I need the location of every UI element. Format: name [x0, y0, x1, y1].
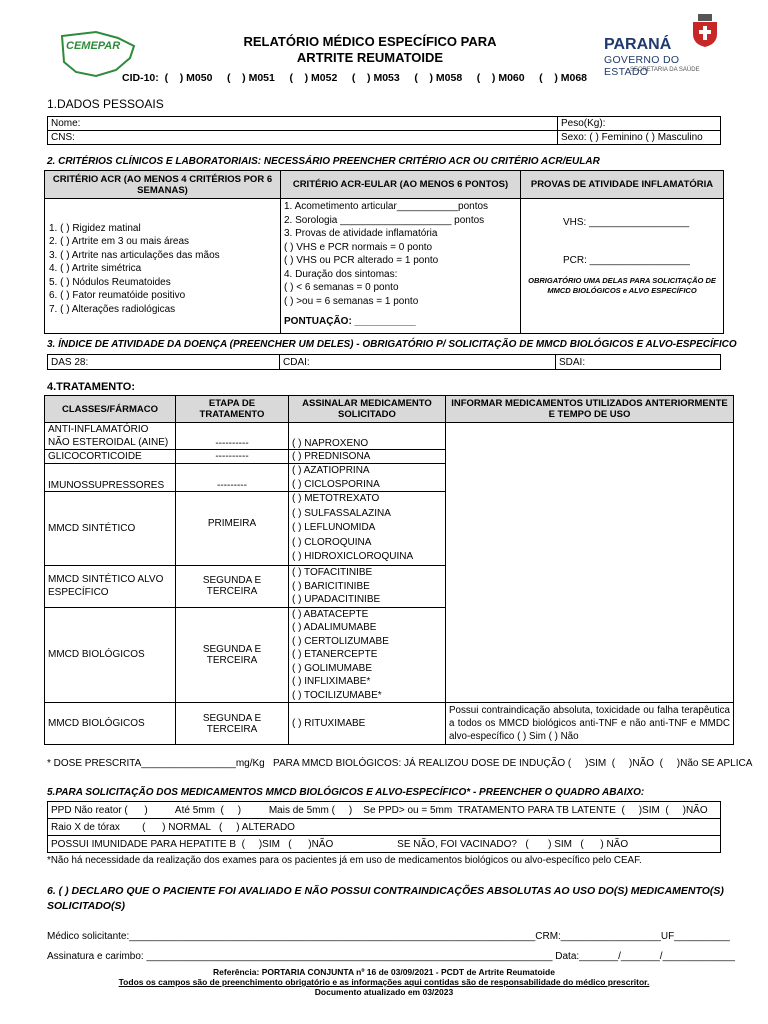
section5-note: *Não há necessidade da realização dos exames para os pacientes já em uso de medicamentos biológicos ou alvo-específico pelo CEAF. — [47, 855, 642, 866]
acr-header: CRITÉRIO ACR (AO MENOS 4 CRITÉRIOS POR 6 SEMANAS) — [45, 171, 281, 199]
table-row-etapa: ---------- — [176, 450, 289, 464]
table-row-etapa: SEGUNDA E TERCEIRA — [176, 566, 289, 608]
med-checkbox[interactable]: ( ) LEFLUNOMIDA — [292, 522, 376, 534]
previous-meds-field[interactable] — [446, 423, 734, 703]
eular-item[interactable]: ( ) VHS ou PCR alterado = 1 ponto — [284, 255, 439, 266]
table-row-classe: ANTI-INFLAMATÓRIO NÃO ESTEROIDAL (AINE) — [45, 423, 176, 450]
med-checkbox[interactable]: ( ) PREDNISONA — [292, 451, 371, 462]
table-row-classe: GLICOCORTICOIDE — [45, 450, 176, 464]
med-checkbox[interactable]: ( ) BARICITINIBE — [292, 580, 370, 592]
medico-solicitante-field[interactable]: Médico solicitante:_________________________________________________________________________CRM:__________________UF__________ — [47, 931, 730, 942]
med-checkbox[interactable]: ( ) GOLIMUMABE — [292, 662, 373, 674]
section1-heading: 1.DADOS PESSOAIS — [47, 97, 164, 111]
med-checkbox[interactable]: ( ) ADALIMUMABE — [292, 622, 377, 633]
section3-heading: 3. ÍNDICE DE ATIVIDADE DA DOENÇA (PREENCHER UM DELES) - OBRIGATÓRIO P/ SOLICITAÇÃO DE MMCD BIOLÓGICOS E ALVO-ESPECÍFICO — [47, 339, 737, 350]
dose-line[interactable]: * DOSE PRESCRITA_________________mg/Kg PARA MMCD BIOLÓGICOS: JÁ REALIZOU DOSE DE INDUÇÃO ( )SIM ( )NÃO ( )Não SE APLICA — [47, 758, 753, 769]
treatment-table — [44, 395, 734, 745]
acr-item[interactable]: 2. ( ) Artrite em 3 ou mais áreas — [49, 236, 190, 248]
eular-item[interactable]: 2. Sorologia ____________________ pontos — [284, 214, 485, 226]
cns-field[interactable]: CNS: — [48, 131, 558, 145]
med-checkbox[interactable]: ( ) INFLIXIMABE* — [292, 676, 371, 687]
sdai-field[interactable]: SDAI: — [556, 355, 721, 370]
disease-activity-table — [47, 354, 721, 370]
table-row-classe: MMCD BIOLÓGICOS — [45, 607, 176, 703]
parana-logo-name: PARANÁ — [604, 36, 672, 53]
coat-of-arms-icon — [690, 14, 720, 48]
med-checkbox[interactable]: ( ) ABATACEPTE — [292, 608, 369, 620]
table-row-etapa: PRIMEIRA — [176, 492, 289, 566]
med-checkbox[interactable]: ( ) UPADACITINIBE — [292, 594, 381, 605]
eular-item[interactable]: ( ) < 6 semanas = 0 ponto — [284, 282, 399, 293]
criteria-table — [44, 170, 724, 334]
page-title — [170, 34, 570, 66]
table-row-etapa: SEGUNDA E TERCEIRA — [176, 607, 289, 703]
eular-item[interactable]: 1. Acometimento articular___________pontos — [284, 201, 489, 212]
table-row-etapa: --------- — [176, 464, 289, 492]
eular-item: 4. Duração dos sintomas: — [284, 268, 398, 280]
med-checkbox[interactable]: ( ) RITUXIMABE — [292, 718, 366, 729]
personal-data-table — [47, 116, 721, 145]
col-header-informar: INFORMAR MEDICAMENTOS UTILIZADOS ANTERIORMENTE E TEMPO DE USO — [446, 396, 734, 423]
footer-reference: Referência: PORTARIA CONJUNTA nº 16 de 03/09/2021 - PCDT de Artrite Reumatoide — [213, 967, 555, 977]
med-checkbox[interactable]: ( ) CLOROQUINA — [292, 536, 372, 548]
pcr-field[interactable]: PCR: __________________ — [563, 255, 690, 266]
title-line2: ARTRITE REUMATOIDE — [296, 50, 444, 65]
med-checkbox[interactable]: ( ) AZATIOPRINA — [292, 465, 370, 476]
eular-item[interactable]: ( ) VHS e PCR normais = 0 ponto — [284, 241, 433, 253]
das28-field[interactable]: DAS 28: — [48, 355, 280, 370]
table-row-classe: MMCD SINTÉTICO ALVO ESPECÍFICO — [45, 566, 176, 608]
title-line1: RELATÓRIO MÉDICO ESPECÍFICO PARA — [243, 34, 497, 49]
declaro-line1[interactable]: 6. ( ) DECLARO QUE O PACIENTE FOI AVALIADO E NÃO POSSUI CONTRAINDICAÇÕES ABSOLUTAS AO USO DO(S) MEDICAMENTO(S) — [47, 885, 724, 897]
ppd-row[interactable]: PPD Não reator ( ) Até 5mm ( ) Mais de 5mm ( ) Se PPD> ou = 5mm TRATAMENTO PARA TB LATENTE ( )SIM ( )NÃO — [48, 802, 721, 819]
eular-item[interactable]: ( ) >ou = 6 semanas = 1 ponto — [284, 295, 419, 307]
vhs-field[interactable]: VHS: __________________ — [563, 217, 690, 228]
table-row-etapa: SEGUNDA E TERCEIRA — [176, 703, 289, 745]
peso-field[interactable]: Peso(Kg): — [558, 117, 721, 131]
parana-logo-sub: GOVERNO DO ESTADO — [604, 54, 680, 78]
cemepar-logo-text: CEMEPAR — [66, 40, 121, 52]
cdai-field[interactable]: CDAI: — [280, 355, 556, 370]
rituximab-note[interactable]: Possui contraindicação absoluta, toxicidade ou falha terapêutica a todos os MMCD biológicos anti-TNF e não anti-TNF e MMDC alvo-específico ( ) Sim ( ) Não — [446, 703, 734, 745]
med-checkbox[interactable]: ( ) TOFACITINIBE — [292, 567, 373, 578]
inflammatory-header: PROVAS DE ATIVIDADE INFLAMATÓRIA — [521, 171, 724, 199]
section5-heading: 5.PARA SOLICITAÇÃO DOS MEDICAMENTOS MMCD BIOLÓGICOS E ALVO-ESPECÍFICO* - PREENCHER O QUADRO ABAIXO: — [47, 787, 645, 798]
nome-field[interactable]: Nome: — [48, 117, 558, 131]
med-checkbox[interactable]: ( ) CICLOSPORINA — [292, 478, 380, 490]
med-checkbox[interactable]: ( ) SULFASSALAZINA — [292, 507, 391, 519]
footer-updated: Documento atualizado em 03/2023 — [314, 987, 454, 997]
sexo-field[interactable]: Sexo: ( ) Feminino ( ) Masculino — [558, 131, 721, 145]
acr-item[interactable]: 3. ( ) Artrite nas articulações das mãos — [49, 249, 220, 261]
parana-logo-sub2: SECRETARIA DA SAÚDE — [630, 67, 700, 73]
cid-options[interactable]: CID-10: ( ) M050 ( ) M051 ( ) M052 ( ) M053 ( ) M058 ( ) M060 ( ) M068 — [122, 72, 588, 84]
eular-list — [284, 200, 517, 329]
table-row-classe: IMUNOSSUPRESSORES — [45, 464, 176, 492]
med-checkbox[interactable]: ( ) ETANERCEPTE — [292, 649, 378, 660]
table-row-etapa: ---------- — [176, 423, 289, 450]
acr-item[interactable]: 7. ( ) Alterações radiológicas — [49, 303, 176, 315]
acr-list — [49, 222, 276, 317]
biologic-request-table — [47, 801, 721, 853]
acr-item[interactable]: 5. ( ) Nódulos Reumatoides — [49, 276, 171, 288]
pontuacao-field[interactable]: PONTUAÇÃO: ___________ — [284, 316, 416, 327]
eular-item: 3. Provas de atividade inflamatória — [284, 228, 438, 239]
eular-header: CRITÉRIO ACR-EULAR (AO MENOS 6 PONTOS) — [281, 171, 521, 199]
acr-item[interactable]: 4. ( ) Artrite simétrica — [49, 263, 142, 275]
parana-logo — [604, 14, 724, 76]
med-checkbox[interactable]: ( ) METOTREXATO — [292, 493, 380, 505]
col-header-etapa: ETAPA DE TRATAMENTO — [176, 396, 289, 423]
med-checkbox[interactable]: ( ) HIDROXICLOROQUINA — [292, 551, 414, 563]
raio-x-row[interactable]: Raio X de tórax ( ) NORMAL ( ) ALTERADO — [48, 819, 721, 836]
acr-item[interactable]: 6. ( ) Fator reumatóide positivo — [49, 290, 186, 302]
med-checkbox[interactable]: ( ) CERTOLIZUMABE — [292, 635, 389, 647]
acr-item[interactable]: 1. ( ) Rigidez matinal — [49, 222, 141, 234]
col-header-classe: CLASSES/FÁRMACO — [45, 396, 176, 423]
col-header-assinalar: ASSINALAR MEDICAMENTO SOLICITADO — [289, 396, 446, 423]
footer-obligation: Todos os campos são de preenchimento obrigatório e as informações aqui contidas são de responsabilidade do médico prescritor. — [118, 977, 650, 987]
section4-heading: 4.TRATAMENTO: — [47, 381, 135, 393]
assinatura-field[interactable]: Assinatura e carimbo: _________________________________________________________________________ Data:_______/_______/_____________ — [47, 951, 735, 962]
obrigatorio-note: OBRIGATÓRIO UMA DELAS PARA SOLICITAÇÃO DE MMCD BIOLÓGICOS e ALVO ESPECÍFICO — [528, 276, 716, 295]
hepatite-b-row[interactable]: POSSUI IMUNIDADE PARA HEPATITE B ( )SIM ( )NÃO SE NÃO, FOI VACINADO? ( ) SIM ( ) NÃO — [48, 836, 721, 853]
declaro-line2: SOLICITADO(S) — [47, 900, 125, 912]
med-checkbox[interactable]: ( ) TOCILIZUMABE* — [292, 689, 382, 701]
med-checkbox[interactable]: ( ) NAPROXENO — [292, 438, 369, 449]
section2-heading: 2. CRITÉRIOS CLÍNICOS E LABORATORIAIS: NECESSÁRIO PREENCHER CRITÉRIO ACR OU CRITÉRIO ACR/EULAR — [47, 156, 600, 167]
table-row-classe: MMCD SINTÉTICO — [45, 492, 176, 566]
table-row-classe: MMCD BIOLÓGICOS — [45, 703, 176, 745]
